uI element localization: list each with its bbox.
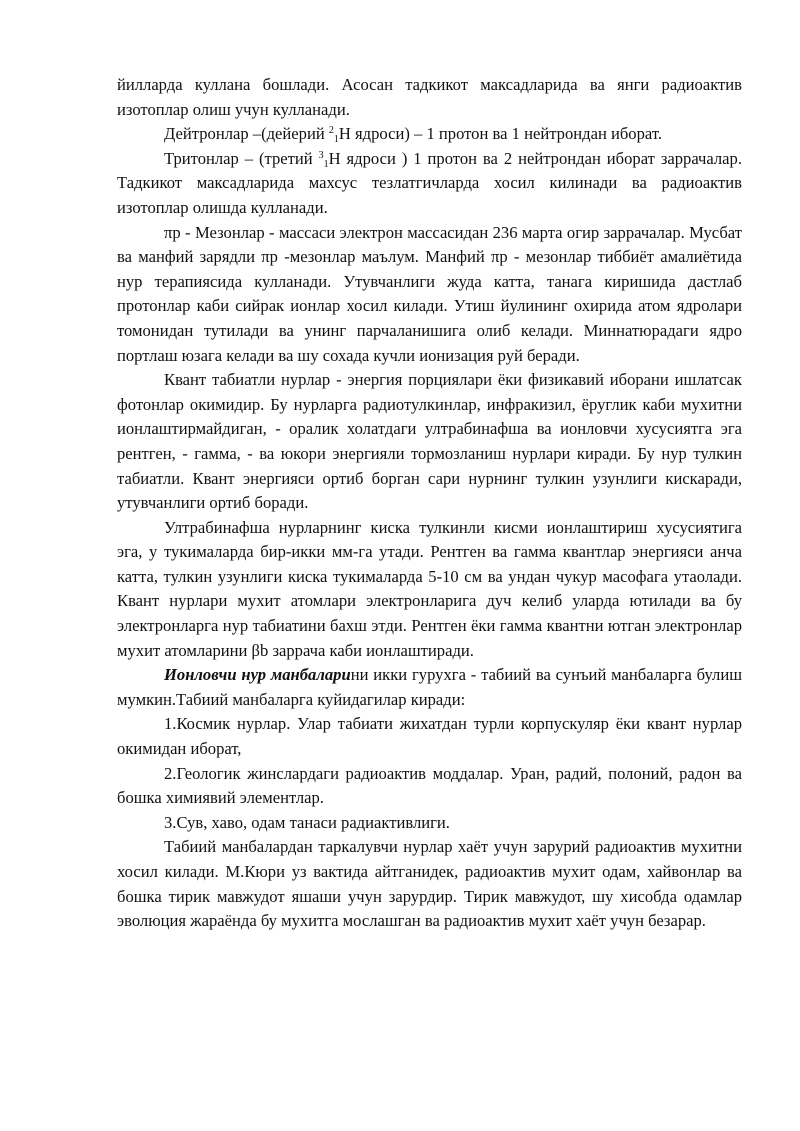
paragraph-quantum-rays: Квант табиатли нурлар - энергия порциялари ёки физикавий иборани ишлатсак фотонлар окимидир. Бу нурларга радиотулкинлар, инфракизил, ёруглик каби мухитни ионлаштирмайдиган, - оралик холатдаги ултрабинафша ва ионловчи хусусиятга эга рентген, - гамма, - ва юкори энергияли тормозланиш нурлари киради. Бу нур тулкин табиатли. Квант энергияси ортиб борган сари нурнинг тулкин узунлиги кискаради, утувчанлиги ортиб боради. [117,370,742,513]
list-item-water-air-body: 3.Сув, хаво, одам танаси радиактивлиги. [164,812,450,832]
paragraph-deuterons [117,122,742,147]
ionizing-sources-text: ни икки гурухга - табиий ва сунъий манбаларга булиш мумкин.Табиий манбаларга куйидагилар киради: [117,665,742,709]
paragraph-natural-sources: Табиий манбалардан таркалувчи нурлар хаёт учун зарурий радиоактив мухитни хосил килади. М.Кюри уз вактида айтганидек, радиоактив мухит одам, хайвонлар ва бошка тирик мавжудот яшаши учун зарурдир. Тирик мавжудот, шу хисобда одамлар эволюция жараёнда бу мухитга мослашган ва радиоактив мухит хаёт учун безарар. [117,837,742,931]
tritons-text-start: Тритонлар – (третий [164,148,319,168]
atomic-number-subscript: 1 [323,158,329,170]
paragraph-continuation: йилларда кулланa бошлади. Асосан тадкикот максадларида ва янги радиоактив изотоплар олиш учун кулланади. [117,75,742,119]
paragraph-ionizing-sources [117,663,742,712]
deuterons-text-start: Дейтронлар –(дейерий [164,124,329,144]
paragraph-tritons [117,147,742,221]
ionizing-sources-heading: Ионловчи нур манбалари [164,665,351,685]
atomic-number-subscript: 1 [333,134,339,146]
list-item-cosmic-rays: 1.Космик нурлар. Улар табиати жихатдан турли корпускуляр ёки квант нурлар окимидан иборат, [117,714,742,759]
mass-number-superscript: 2 [328,125,334,137]
document-page [117,73,742,934]
mass-number-superscript: 3 [318,149,324,161]
paragraph-mesons: πр - Мезонлар - массаси электрон массасидан 236 марта огир заррачалар. Мусбат ва манфий зарядли πр -мезонлар маълум. Манфий πр - мезонлар тиббиёт амалиётида нур терапиясида кулланади. Утувчанлиги жуда катта, танага киришида дастлаб протонлар каби сийрак ионлар хосил килади. Утиш йулининг охирида атом ядролари томонидан тутилади ва унинг парчаланишига олиб келади. Миннатюрадаги ядро портлаш юзага келади ва шу сохада кучли ионизация руй беради. [117,222,742,365]
list-item-geological: 2.Геологик жинслардаги радиоактив моддалар. Уран, радий, полоний, радон ва бошка химиявий элементлар. [117,763,742,808]
paragraph-ultraviolet: Ултрабинафша нурларнинг киска тулкинли кисми ионлаштириш хусусиятига эга, у тукималарда бир-икки мм-га утади. Рентген ва гамма квантлар энергияси анча катта, тулкин узунлиги киска тукималарда 5-10 см ва ундан чукур масофага утаолади. Квант нурлари мухит атомлари электронларига дуч келиб уларда ютилади ва бу электронларга нур табиатини бахш этди. Рентген ёки гамма квантни ютган электронлар мухит атомларини βb заррача каби ионлаштиради. [117,517,742,660]
tritons-text-end: Н ядроси ) 1 протон ва 2 нейтрондан иборат заррачалар. Тадкикот максадларида махсус тезлатгичларда хосил килинади ва радиоактив изотоплар олишда кулланади. [117,148,742,217]
deuterons-text-end: Н ядроси) – 1 протон ва 1 нейтрондан иборат. [338,124,662,144]
